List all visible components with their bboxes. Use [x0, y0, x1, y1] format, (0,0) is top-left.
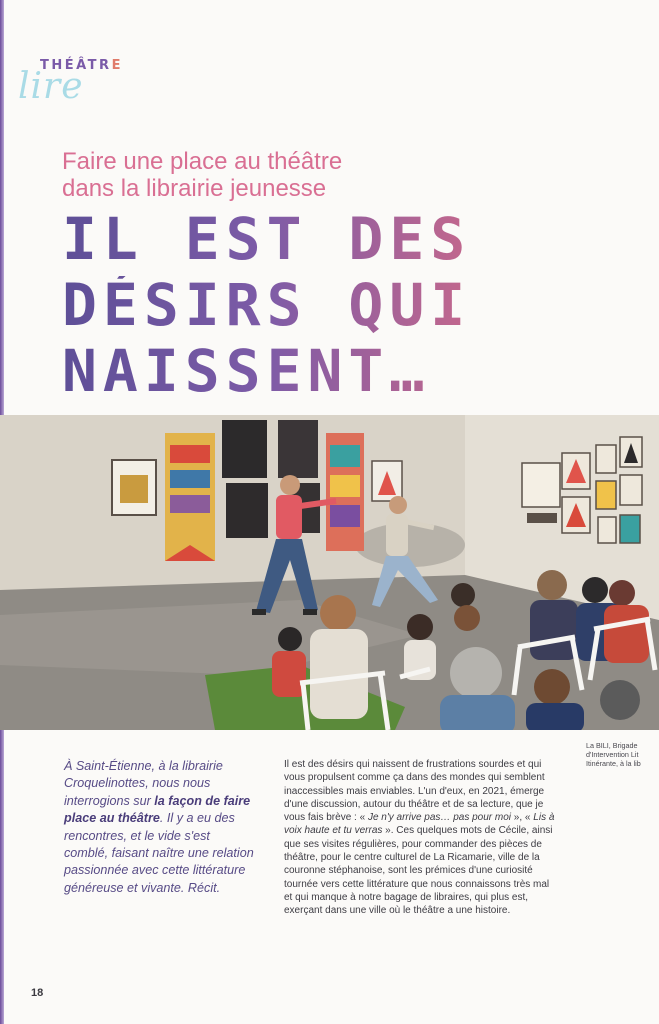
- rubric-theatre-main: THÉÂTR: [40, 58, 112, 73]
- lead-text-1: À Saint-Étienne, à la librairie Croquelinottes, nous nous interrogions sur: [64, 759, 223, 808]
- section-rubric: [18, 52, 158, 122]
- title-line-2: DÉSIRS QUI: [62, 276, 642, 334]
- lead-text-2: . Il y a eu des rencontres, et le vide s'est comblé, faisant naître une relation passionnée avec cette littérature généreuse et vivante. Récit.: [64, 811, 254, 895]
- kicker-line-1: Faire une place au théâtre: [62, 148, 343, 175]
- lead-highlight: la façon de faire place au théâtre: [64, 793, 251, 826]
- photo-caption: [586, 741, 659, 769]
- title-line-3: NAISSENT…: [62, 342, 642, 400]
- page-number: 18: [31, 987, 44, 999]
- kicker-line-2: dans la librairie jeunesse: [62, 175, 327, 202]
- caption-line-1: La BILI, Brigade: [586, 741, 638, 750]
- caption-line-2: d'Intervention Lit: [586, 750, 639, 760]
- rubric-lire: lire: [18, 66, 84, 107]
- article-title: [62, 205, 642, 405]
- article-kicker: [62, 148, 342, 202]
- body-quote-1: Je n'y arrive pas… pas pour moi: [367, 812, 512, 824]
- body-text-2: », «: [511, 812, 534, 824]
- body-quote-2: Lis à voix haute et tu verras: [284, 812, 555, 837]
- article-photo: [0, 415, 659, 730]
- body-text-3: ». Ces quelques mots de Cécile, ainsi que ses visites régulières, pour commander des pièces de théâtre, pour le centre culturel de La Ricamarie, ville de la couronne stéphanoise, sont les prémices d'une curiosité tournée vers cette littérature que nous connaissons très mal et qui manque à notre bagage de libraires, qui plus est, exerçant dans une ville où le théâtre a une histoire.: [284, 825, 553, 917]
- title-line-1: IL EST DES: [62, 210, 642, 268]
- body-text-1: Il est des désirs qui naissent de frustrations sourdes et qui vous propulsent comme ça dans des mondes qui semblent inaccessibles mais enviables. L'un d'eux, en 2021, émerge d'une discussion, autour du théâtre et de sa lecture, que je vous fais brève : «: [284, 759, 545, 824]
- rubric-theatre-tail: E: [111, 58, 123, 73]
- article-lead: [64, 758, 254, 897]
- photo-illustration: [0, 415, 659, 730]
- caption-line-3: Itinérante, à la lib: [586, 759, 641, 769]
- article-body: [284, 758, 559, 918]
